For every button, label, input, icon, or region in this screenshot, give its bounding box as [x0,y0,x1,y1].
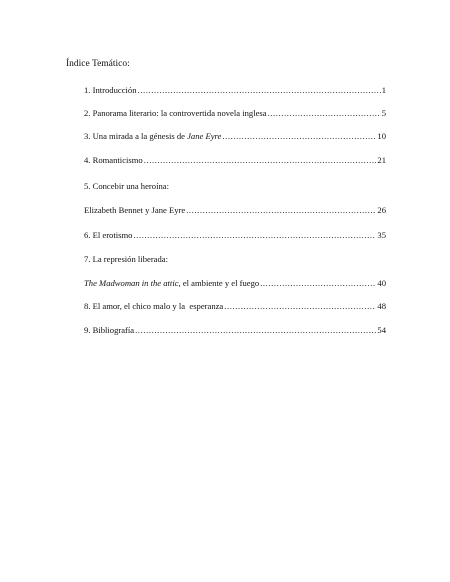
dot-leader [186,204,376,216]
entry-title: 3. Una mirada a la génesis de [84,131,188,141]
page-number: 54 [377,325,386,335]
dot-leader [138,84,381,96]
dot-leader [133,229,376,241]
entry-title: 6. El erotismo [84,230,133,240]
page-number: 35 [377,230,386,240]
toc-entry-erotismo[interactable] [84,229,386,241]
toc-entry-bibliografia[interactable] [84,324,386,336]
page-number: 48 [377,301,386,311]
dot-leader [260,277,376,289]
page-number: 5 [381,108,386,118]
toc-heading: Índice Temático: [66,59,130,69]
dot-leader [144,154,377,166]
entry-title: , el ambiente y el fuego [178,278,260,288]
toc-section-represion-liberada: 7. La represión liberada: [84,254,168,264]
page-number: 10 [377,131,386,141]
dot-leader [222,130,376,142]
entry-title: 4. Romanticismo [84,155,143,165]
page-number: 26 [377,205,386,215]
toc-section-concebir-heroina: 5. Concebir una heroína: [84,181,169,191]
toc-entry-madwoman-attic[interactable] [84,277,386,289]
toc-entry-introduccion[interactable] [84,84,386,96]
entry-title-italic: Jane Eyre [187,131,222,141]
entry-title: Elizabeth Bennet y Jane Eyre [84,205,186,215]
toc-entry-panorama-literario[interactable] [84,107,386,119]
dot-leader [135,324,376,336]
entry-title-italic: The Madwoman in the attic [84,278,179,288]
entry-title: 8. El amor, el chico malo y la esperanza [84,301,224,311]
entry-title: 9. Bibliografía [84,325,135,335]
page-number: 1 [381,85,386,95]
toc-entry-amor-chico-malo[interactable] [84,300,386,312]
page-number: 40 [377,278,386,288]
toc-entry-elizabeth-bennet[interactable] [84,204,386,216]
entry-title: 1. Introducción [84,85,137,95]
dot-leader [224,300,376,312]
entry-title: 2. Panorama literario: la controvertida novela inglesa [84,108,267,118]
dot-leader [268,107,381,119]
toc-entry-romanticismo[interactable] [84,154,386,166]
page-number: 21 [377,155,386,165]
toc-entry-genesis-jane-eyre[interactable] [84,130,386,142]
